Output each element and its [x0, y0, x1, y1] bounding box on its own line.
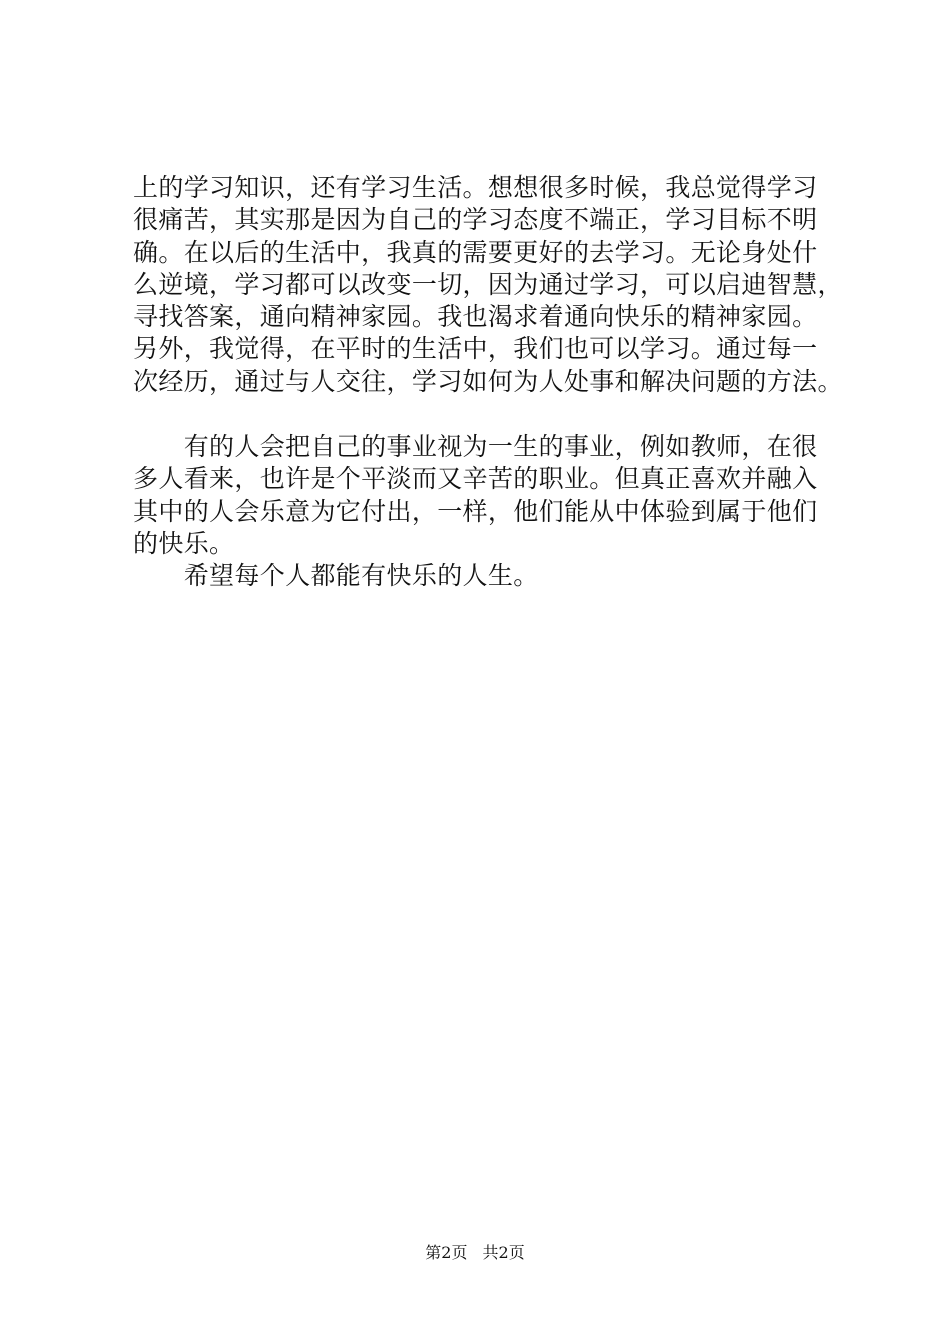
- text-line: 上的学习知识，还有学习生活。想想很多时候，我总觉得学习: [133, 173, 818, 202]
- text-line: 次经历，通过与人交往，学习如何为人处事和解决问题的方法。: [133, 366, 843, 396]
- text-line: 有的人会把自己的事业视为一生的事业，例如教师，在很: [133, 432, 818, 462]
- text-line: 另外，我觉得，在平时的生活中，我们也可以学习。通过每一: [133, 334, 818, 364]
- paragraph-2: [133, 431, 833, 560]
- paragraph-spacer: [133, 398, 833, 431]
- paragraph-3: [133, 560, 833, 592]
- paragraph-1: [133, 172, 843, 398]
- document-body: [133, 172, 843, 593]
- text-line: 多人看来，也许是个平淡而又辛苦的职业。但真正喜欢并融入: [133, 464, 818, 494]
- page-footer: [0, 1243, 950, 1263]
- text-line: 确。在以后的生活中，我真的需要更好的去学习。无论身处什: [133, 237, 818, 267]
- text-line: 么逆境，学习都可以改变一切，因为通过学习，可以启迪智慧，: [133, 269, 843, 299]
- text-line: 很痛苦，其实那是因为自己的学习态度不端正，学习目标不明: [133, 205, 818, 235]
- text-line: 希望每个人都能有快乐的人生。: [133, 561, 539, 591]
- page-number: 第2页: [425, 1243, 468, 1262]
- text-line: 寻找答案，通向精神家园。我也渴求着通向快乐的精神家园。: [133, 302, 818, 332]
- text-line: 的快乐。: [133, 528, 235, 558]
- text-line: 其中的人会乐意为它付出，一样，他们能从中体验到属于他们: [133, 496, 818, 526]
- page-total: 共2页: [482, 1243, 525, 1262]
